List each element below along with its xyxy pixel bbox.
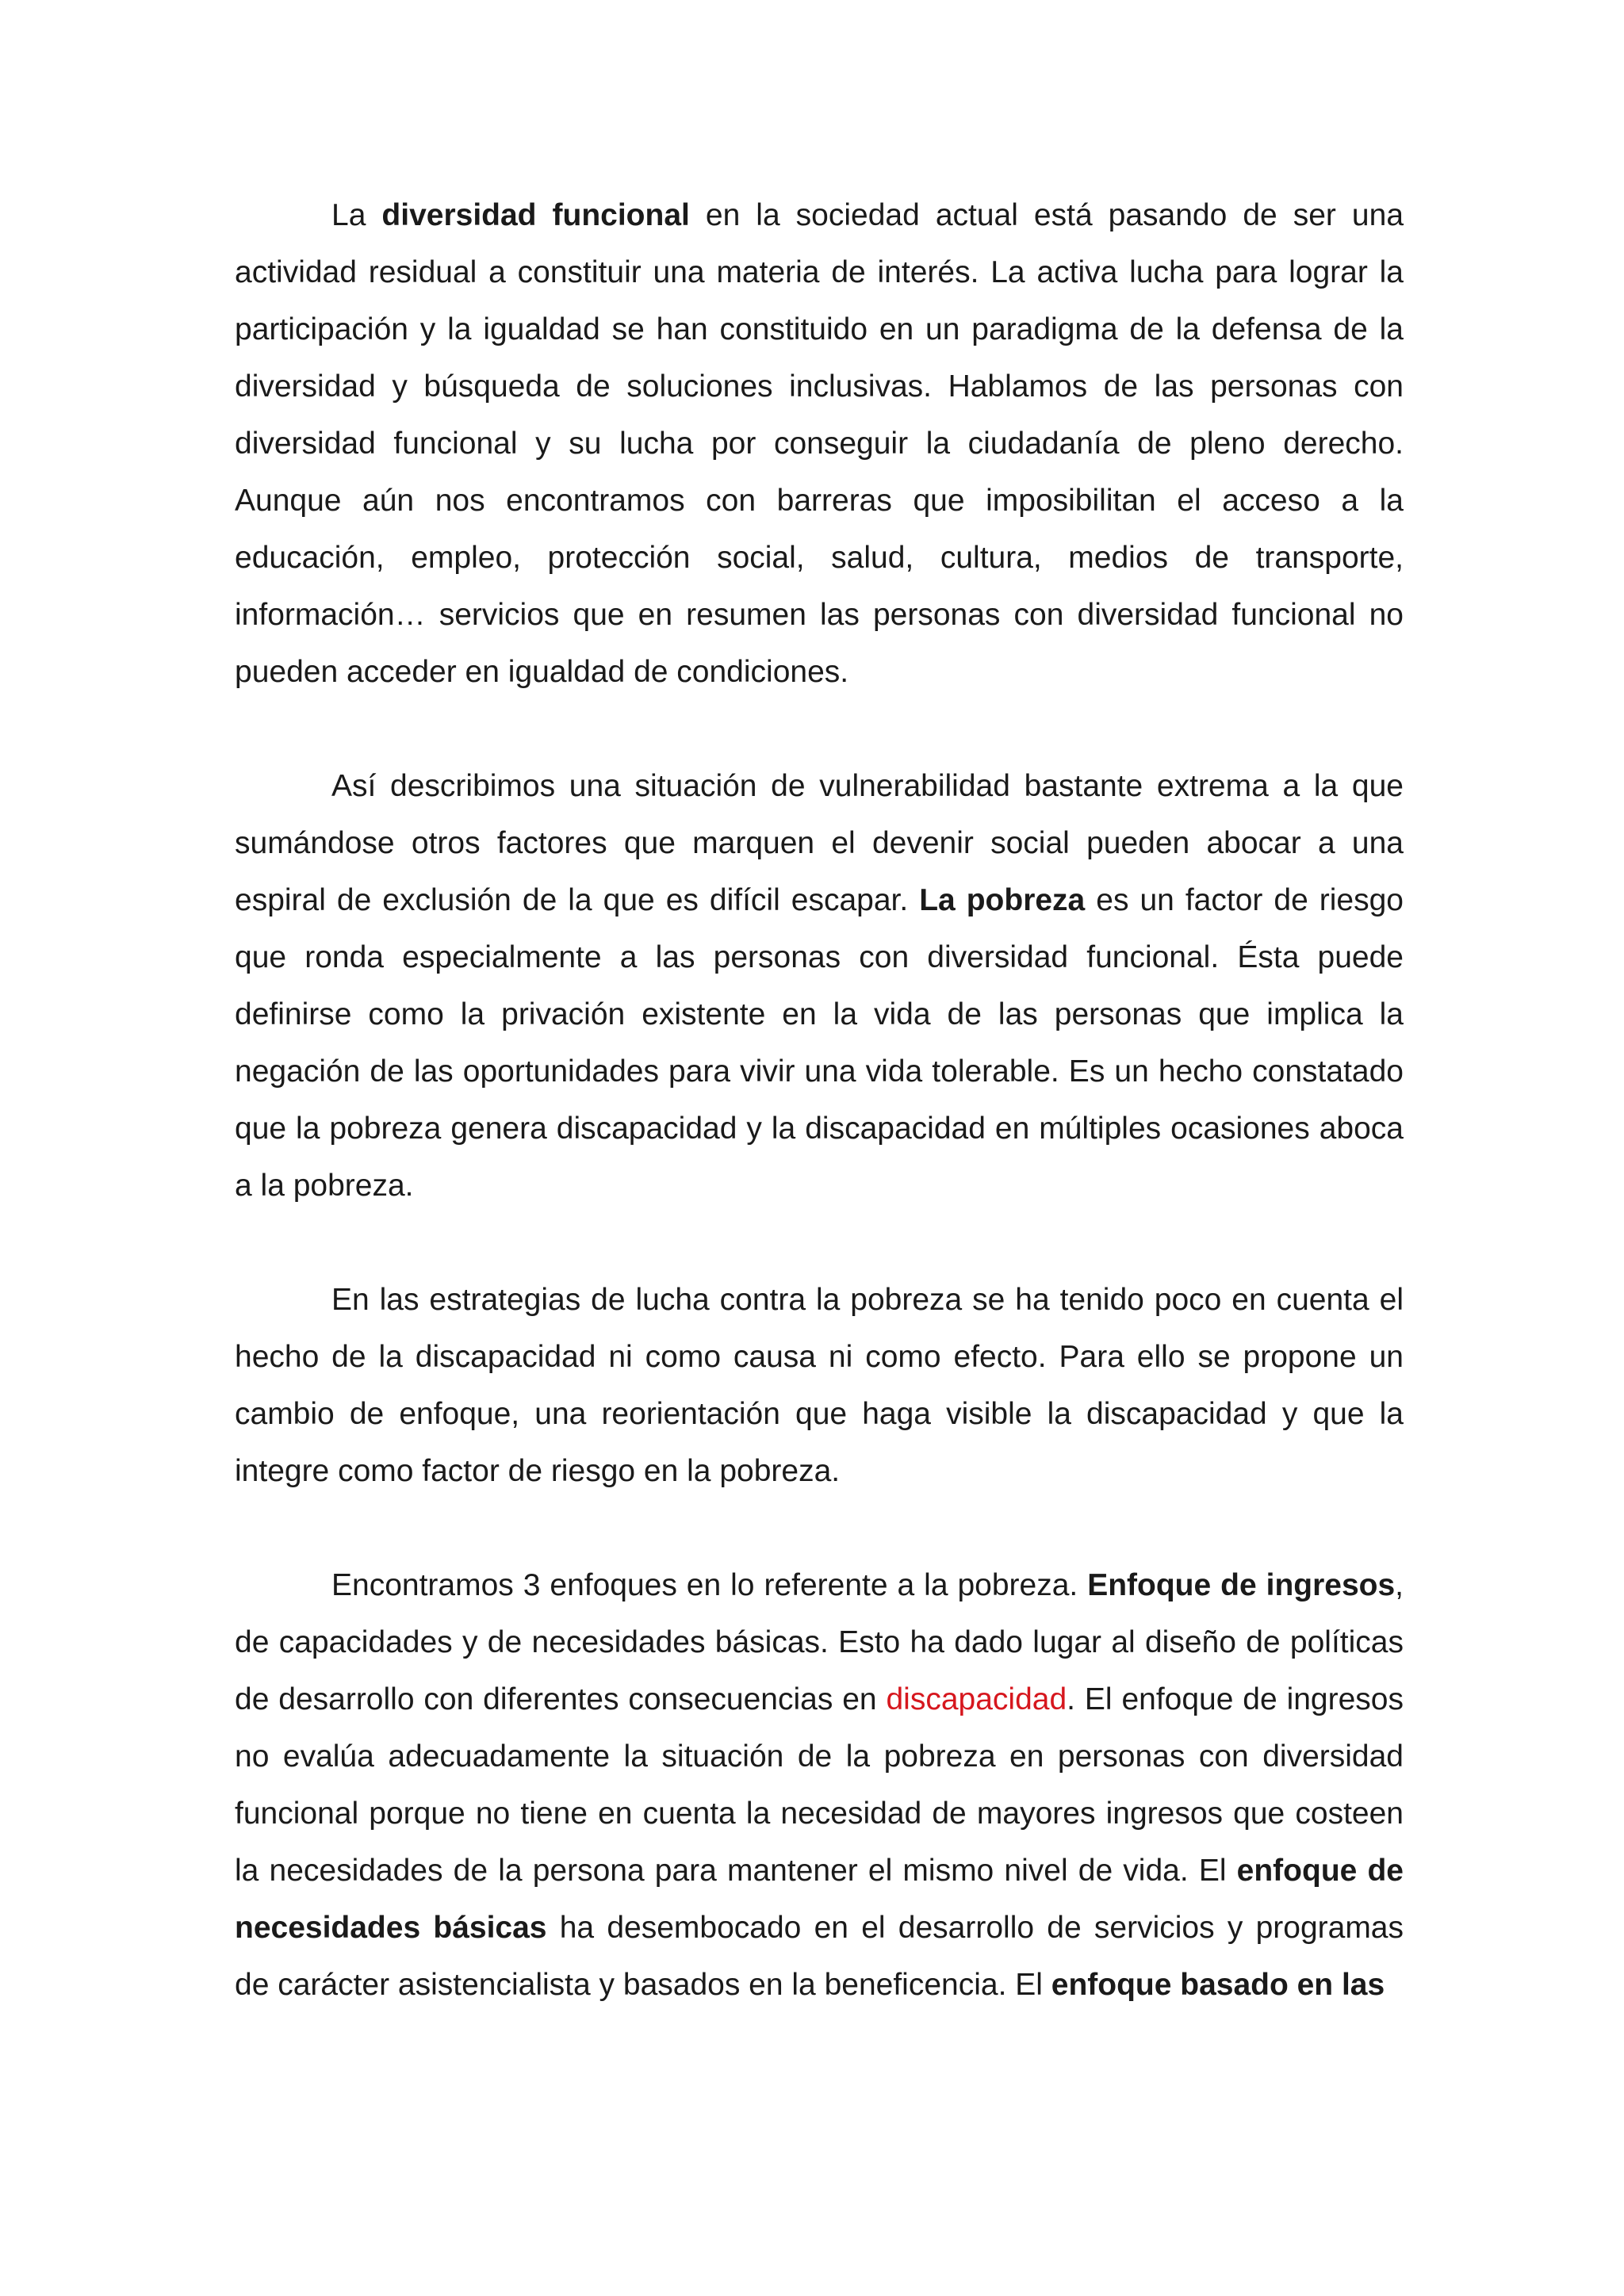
document-body [235, 187, 1404, 2014]
paragraph-2 [235, 758, 1404, 1215]
paragraph-4 [235, 1557, 1404, 2014]
highlighted-term-discapacidad: discapacidad [886, 1682, 1067, 1716]
text-run: La [331, 198, 382, 232]
bold-term-la-pobreza: La pobreza [919, 883, 1086, 917]
text-run: en la sociedad actual está pasando de ser una actividad residual a constituir una materia de interés. La activa lucha para lograr la participación y la igualdad se han constituido en un paradigma de la defensa de la diversidad y búsqueda de soluciones inclusivas. Hablamos de las personas con diversidad funcional y su lucha por conseguir la ciudadanía de pleno derecho. Aunque aún nos encontramos con barreras que imposibilitan el acceso a la educación, empleo, protección social, salud, cultura, medios de transporte, información… servicios que en resumen las personas con diversidad funcional no pueden acceder en igualdad de condiciones. [235, 198, 1404, 689]
text-run: En las estrategias de lucha contra la pobreza se ha tenido poco en cuenta el hecho de la discapacidad ni como causa ni como efecto. Para ello se propone un cambio de enfoque, una reorientación que haga visible la discapacidad y que la integre como factor de riesgo en la pobreza. [235, 1283, 1404, 1488]
bold-term-enfoque-basado-en-las: enfoque basado en las [1051, 1968, 1385, 2002]
text-run: . El enfoque de ingresos no evalúa adecuadamente la situación de la pobreza en personas con diversidad funcional porque no tiene en cuenta la necesidad de mayores ingresos que costeen la necesidades de la persona para mantener el mismo nivel de vida. El [235, 1682, 1404, 1888]
bold-term-diversidad-funcional: diversidad funcional [381, 198, 690, 232]
bold-term-enfoque-de-ingresos: Enfoque de ingresos [1087, 1568, 1396, 1602]
bold-term-enfoque-de-necesidades-basicas: enfoque de necesidades básicas [235, 1854, 1404, 1945]
text-run: ha desembocado en el desarrollo de servicios y programas de carácter asistencialista y basados en la beneficencia. El [235, 1911, 1404, 2002]
text-run: , de capacidades y de necesidades básicas. Esto ha dado lugar al diseño de políticas de desarrollo con diferentes consecuencias en [235, 1568, 1404, 1716]
text-run: es un factor de riesgo que ronda especialmente a las personas con diversidad funcional. Ésta puede definirse como la privación existente en la vida de las personas que implica la negación de las oportunidades para vivir una vida tolerable. Es un hecho constatado que la pobreza genera discapacidad y la discapacidad en múltiples ocasiones aboca a la pobreza. [235, 883, 1404, 1203]
paragraph-3 [235, 1272, 1404, 1500]
text-run: Encontramos 3 enfoques en lo referente a la pobreza. [331, 1568, 1088, 1602]
paragraph-1 [235, 187, 1404, 701]
text-run: Así describimos una situación de vulnerabilidad bastante extrema a la que sumándose otros factores que marquen el devenir social pueden abocar a una espiral de exclusión de la que es difícil escapar. [235, 769, 1404, 917]
